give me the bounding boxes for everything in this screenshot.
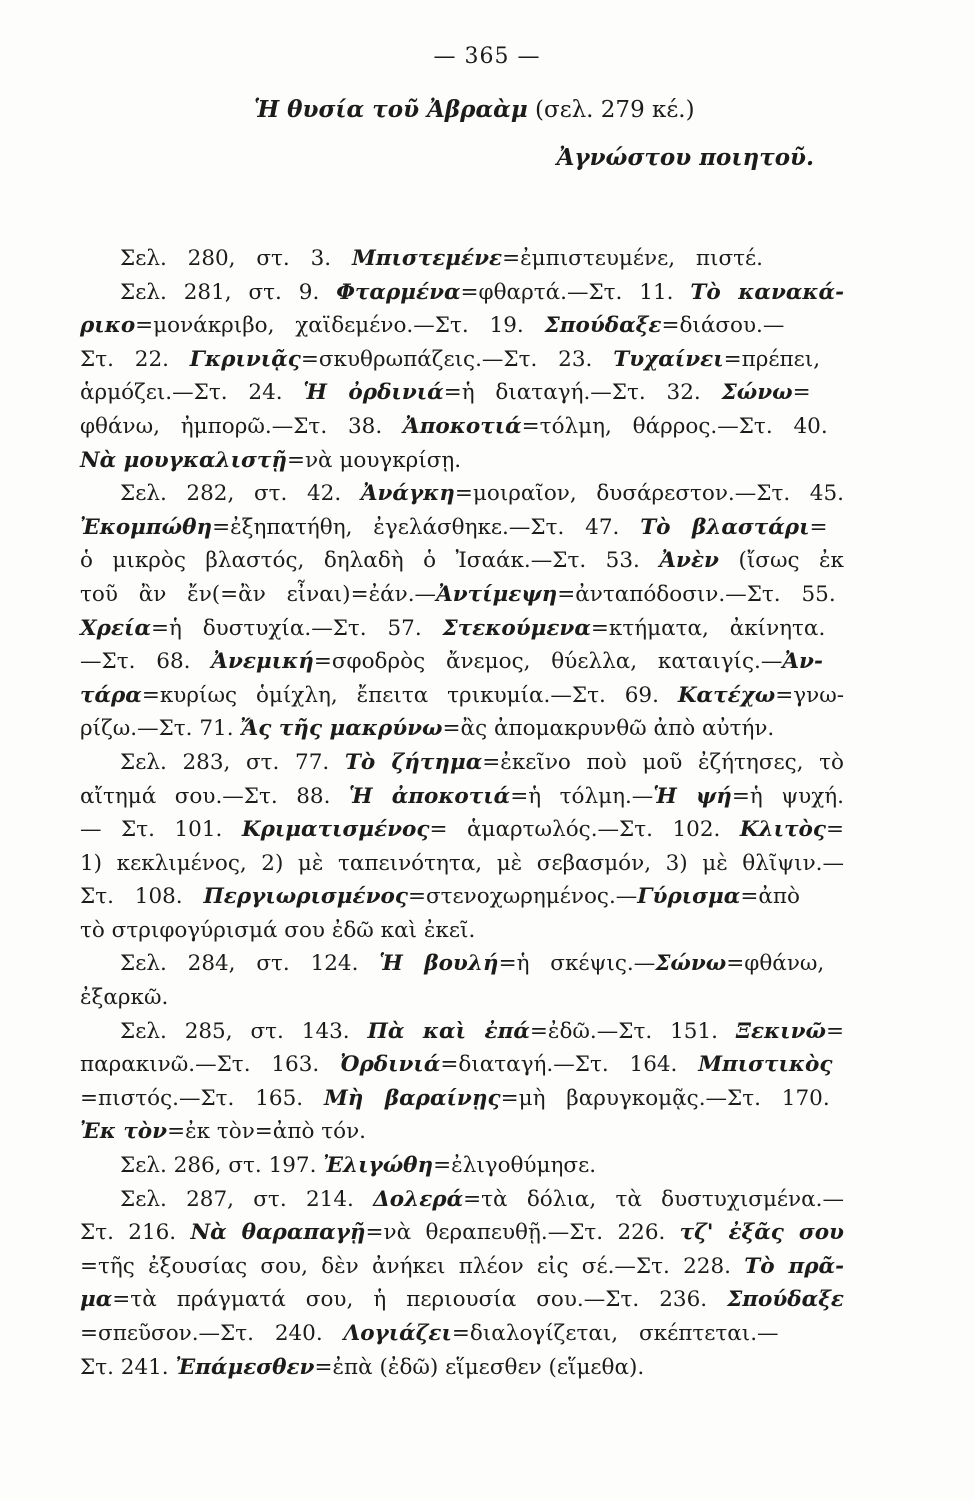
text-line-content xyxy=(80,511,828,545)
text-line xyxy=(80,679,844,713)
glossary-definition: =μονάκριβο, χαϊδεμένο.—Στ. 19. xyxy=(135,313,545,339)
text-line-content xyxy=(120,746,844,780)
glossary-definition: φθάνω, ἠμπορῶ.—Στ. 38. xyxy=(80,413,404,439)
glossary-definition: — Στ. 101. xyxy=(80,817,242,843)
text-line-content xyxy=(80,444,461,478)
text-line xyxy=(80,780,844,814)
glossary-definition: =διαταγή.—Στ. 164. xyxy=(440,1052,699,1078)
text-line-content xyxy=(80,343,820,377)
text-line xyxy=(80,1048,844,1082)
text-line-content xyxy=(80,847,844,881)
text-line-content xyxy=(120,947,824,981)
text-line xyxy=(80,477,844,511)
glossary-term: Τὸ ζήτημα xyxy=(344,749,483,775)
glossary-term: Ἡ ἀποκοτιά xyxy=(348,783,511,809)
text-line xyxy=(80,544,844,578)
glossary-definition: Στ. 108. xyxy=(80,884,204,910)
text-line-content xyxy=(80,1250,844,1284)
glossary-term: Τυχαίνει xyxy=(613,346,724,372)
glossary-term: Γκρινιᾷς xyxy=(189,346,301,372)
text-line xyxy=(80,1283,844,1317)
glossary-definition: =τὰ πράγματά σου, ἡ περιουσία σου.—Στ. 236. xyxy=(112,1287,728,1313)
text-line-content xyxy=(80,376,811,410)
glossary-definition: =ἐξηπατήθη, ἐγελάσθηκε.—Στ. 47. xyxy=(212,514,641,540)
glossary-term: Σπούδαξε xyxy=(544,313,662,339)
poem-author-text: Ἀγνώστου ποιητοῦ. xyxy=(556,144,814,171)
glossary-definition: = xyxy=(792,380,811,406)
glossary-definition: =ἀνταπόδοσιν.—Στ. 55. xyxy=(557,581,836,607)
glossary-term: Κλιτὸς xyxy=(739,817,826,843)
glossary-definition: ρίζω.—Στ. 71. xyxy=(80,716,241,742)
glossary-definition: Σελ. 283, στ. 77. xyxy=(120,749,345,775)
glossary-term: Σώνω xyxy=(721,380,793,406)
text-line xyxy=(80,1115,844,1149)
glossary-definition: =ἡ τόλμη.— xyxy=(510,783,654,809)
text-line xyxy=(80,343,844,377)
glossary-definition: =ἡ διαταγή.—Στ. 32. xyxy=(443,380,722,406)
glossary-term: Ἐκ τὸν xyxy=(80,1119,168,1145)
glossary-term: Νὰ μουγκαλιστῇ xyxy=(80,447,287,473)
glossary-definition: —Στ. 68. xyxy=(80,649,212,675)
glossary-term: Στεκούμενα xyxy=(442,615,591,641)
text-line-content xyxy=(120,477,844,511)
glossary-definition: Σελ. 284, στ. 124. xyxy=(120,951,380,977)
poem-title-reference: (σελ. 279 κέ.) xyxy=(527,97,695,123)
glossary-definition: =νὰ θεραπευθῇ.—Στ. 226. xyxy=(365,1220,680,1246)
glossary-definition: =ἐπὰ (ἐδῶ) εἵμεσθεν (εἵμεθα). xyxy=(314,1354,645,1380)
glossary-definition: =ἐδῶ.—Στ. 151. xyxy=(529,1018,736,1044)
glossary-term: Πὰ καὶ ἐπά xyxy=(367,1018,530,1044)
glossary-definition: ἐξαρκῶ. xyxy=(80,985,169,1011)
text-line xyxy=(80,1183,844,1217)
glossary-term: Ὀρδινιά xyxy=(340,1052,441,1078)
text-line-content xyxy=(80,1317,779,1351)
text-line-content xyxy=(80,679,844,713)
text-line xyxy=(80,1082,844,1116)
glossary-term: μα xyxy=(80,1287,113,1313)
glossary-term: Λογιάζει xyxy=(343,1321,452,1346)
glossary-term: Ἡ ψή xyxy=(653,783,732,809)
text-line xyxy=(80,1216,844,1250)
text-line xyxy=(80,914,844,948)
text-line xyxy=(80,1317,844,1351)
glossary-definition: =τόλμη, θάρρος.—Στ. 40. xyxy=(521,413,828,439)
glossary-definition: ἁρμόζει.—Στ. 24. xyxy=(80,380,304,406)
glossary-term: Ἀνεμική xyxy=(211,649,314,675)
glossary-definition: Σελ. 287, στ. 214. xyxy=(120,1186,374,1212)
text-line-content xyxy=(80,544,844,578)
glossary-term: Γύρισμα xyxy=(637,884,741,910)
glossary-term: Μπιστεμένε xyxy=(351,246,503,271)
text-line-content xyxy=(80,645,823,679)
glossary-definition: =σφοδρὸς ἄνεμος, θύελλα, καταιγίς.— xyxy=(313,649,783,675)
poem-title-main: Ἡ θυσία τοῦ Ἀβραὰμ xyxy=(254,96,528,123)
text-line-content xyxy=(120,242,763,276)
text-line xyxy=(80,1149,844,1183)
glossary-definition: Σελ. 282, στ. 42. xyxy=(120,481,361,507)
glossary-definition: Σελ. 281, στ. 9. xyxy=(120,279,337,305)
glossary-term: Μπιστικὸς xyxy=(698,1052,833,1078)
text-line xyxy=(80,746,844,780)
text-line-content xyxy=(80,981,168,1015)
text-line-content xyxy=(80,410,828,444)
text-line xyxy=(80,645,844,679)
text-line-content xyxy=(80,1216,844,1250)
glossary-definition: =ἐκεῖνο ποὺ μοῦ ἐζήτησες, τὸ xyxy=(482,749,844,775)
glossary-definition: =κτήματα, ἀκίνητα. xyxy=(590,615,826,641)
glossary-definition: =φθάνω, xyxy=(726,951,825,977)
glossary-definition: =ἂς ἀπομακρυνθῶ ἀπὸ αὐτήν. xyxy=(442,716,775,742)
glossary-term: Χρεία xyxy=(80,615,151,641)
glossary-term: Ἐπάμεσθεν xyxy=(175,1354,315,1380)
text-line-content xyxy=(120,1149,596,1183)
glossary-term: Σπούδαξε xyxy=(727,1287,844,1313)
glossary-text xyxy=(80,242,844,1384)
text-line xyxy=(80,1250,844,1284)
glossary-term: Φταρμένα xyxy=(336,279,461,305)
text-line xyxy=(80,947,844,981)
glossary-term: Ἐκομπώθη xyxy=(80,514,213,540)
glossary-definition: Στ. 216. xyxy=(80,1220,191,1246)
text-line xyxy=(80,1015,844,1049)
text-line-content xyxy=(80,309,784,343)
text-line xyxy=(80,410,844,444)
text-line xyxy=(80,712,844,746)
text-line-content xyxy=(80,880,800,914)
text-line-content xyxy=(80,578,836,612)
glossary-term: Νὰ θαραπαγῇ xyxy=(190,1220,366,1246)
glossary-definition: =ἡ σκέψις.— xyxy=(498,951,656,977)
glossary-definition: = xyxy=(825,1018,844,1044)
glossary-term: Ἡ βουλή xyxy=(379,951,499,977)
text-line xyxy=(80,813,844,847)
text-line-content xyxy=(80,1351,644,1385)
glossary-definition: =μοιραῖον, δυσάρεστον.—Στ. 45. xyxy=(454,481,845,507)
glossary-definition: =νὰ μουγκρίσῃ. xyxy=(286,447,462,473)
poem-title xyxy=(254,96,695,123)
glossary-definition: =τῆς ἐξουσίας σου, δὲν ἀνήκει πλέον εἰς σέ.—Στ. 228. xyxy=(80,1253,745,1279)
glossary-definition: =ἐλιγοθύμησε. xyxy=(433,1153,597,1179)
glossary-term: Τὸ πρᾶ- xyxy=(744,1253,845,1279)
glossary-definition: =σπεῦσον.—Στ. 240. xyxy=(80,1321,344,1346)
text-line-content xyxy=(80,780,844,814)
glossary-definition: =γνω- xyxy=(775,682,844,708)
text-line xyxy=(80,612,844,646)
glossary-definition: (ἴσως ἐκ xyxy=(718,548,844,574)
glossary-term: Ἄς τῆς μακρύνω xyxy=(240,716,443,742)
glossary-definition: =πρέπει, xyxy=(723,346,821,372)
glossary-term: Περγιωρισμένος xyxy=(203,884,408,910)
glossary-term: Ἀποκοτιά xyxy=(403,413,522,439)
glossary-definition: = xyxy=(825,817,844,843)
glossary-definition: =μὴ βαρυγκομᾷς.—Στ. 170. xyxy=(500,1085,830,1111)
glossary-definition: =στενοχωρημένος.— xyxy=(407,884,638,910)
glossary-term: τζ' ἐξᾶς σου xyxy=(679,1220,844,1246)
text-line xyxy=(80,242,844,276)
text-line xyxy=(80,847,844,881)
glossary-term: Ἀντίμεψη xyxy=(436,581,558,607)
glossary-term: Δολερά xyxy=(373,1186,464,1212)
glossary-definition: = ἁμαρτωλός.—Στ. 102. xyxy=(429,817,740,843)
glossary-definition: =ἡ δυστυχία.—Στ. 57. xyxy=(151,615,443,641)
glossary-definition: Στ. 22. xyxy=(80,346,190,372)
glossary-definition: =διάσου.— xyxy=(661,313,785,339)
text-line xyxy=(80,1351,844,1385)
glossary-definition: =κυρίως ὁμίχλη, ἔπειτα τρικυμία.—Στ. 69. xyxy=(141,682,678,708)
glossary-definition: = xyxy=(809,514,828,540)
glossary-definition: =ἀπὸ xyxy=(740,884,800,910)
text-line xyxy=(80,511,844,545)
glossary-term: Τὸ κανακά- xyxy=(690,279,844,305)
glossary-definition: =διαλογίζεται, σκέπτεται.— xyxy=(451,1321,779,1346)
glossary-term: Τὸ βλαστάρι xyxy=(640,514,810,540)
glossary-definition: =φθαρτά.—Στ. 11. xyxy=(460,279,691,305)
glossary-term: Μὴ βαραίνῃς xyxy=(323,1085,501,1111)
text-line-content xyxy=(120,276,844,310)
text-line-content xyxy=(80,1048,832,1082)
glossary-definition: Σελ. 285, στ. 143. xyxy=(120,1018,368,1044)
glossary-definition: τοῦ ἂν ἔν(=ἂν εἶναι)=ἐάν.— xyxy=(80,581,437,607)
text-line xyxy=(80,309,844,343)
glossary-definition: =ἐμπιστευμένε, πιστέ. xyxy=(502,246,764,271)
text-line-content xyxy=(80,914,475,948)
glossary-term: Ἀνὲν xyxy=(659,548,719,574)
glossary-definition: =τὰ δόλια, τὰ δυστυχισμένα.— xyxy=(463,1186,844,1212)
glossary-term: Ἡ ὀρδινιά xyxy=(303,380,444,406)
poem-author xyxy=(557,144,814,171)
text-line xyxy=(80,981,844,1015)
text-line-content xyxy=(80,712,774,746)
glossary-term: ρικο xyxy=(80,313,136,339)
glossary-definition: αἴτημά σου.—Στ. 88. xyxy=(80,783,349,809)
glossary-definition: ὁ μικρὸς βλαστός, δηλαδὴ ὁ Ἰσαάκ.—Στ. 53. xyxy=(80,548,660,574)
text-line xyxy=(80,444,844,478)
glossary-term: Κατέχω xyxy=(677,682,776,708)
glossary-term: Ἀν- xyxy=(782,649,823,675)
text-line-content xyxy=(80,1115,366,1149)
glossary-definition: Σελ. 286, στ. 197. xyxy=(120,1153,324,1179)
glossary-term: Σώνω xyxy=(655,951,727,977)
text-line xyxy=(80,276,844,310)
text-line xyxy=(80,376,844,410)
text-line-content xyxy=(80,1082,830,1116)
text-line-content xyxy=(120,1183,844,1217)
text-line-content xyxy=(80,813,844,847)
text-line-content xyxy=(120,1015,844,1049)
glossary-definition: =ἡ ψυχή. xyxy=(731,783,844,809)
glossary-term: Ἐλιγώθη xyxy=(323,1153,434,1179)
text-line xyxy=(80,880,844,914)
glossary-term: τάρα xyxy=(80,682,142,708)
glossary-definition: =πιστός.—Στ. 165. xyxy=(80,1085,324,1111)
glossary-term: Ξεκινῶ xyxy=(735,1018,826,1044)
glossary-definition: Στ. 241. xyxy=(80,1354,176,1380)
text-line-content xyxy=(80,1283,844,1317)
glossary-term: Ἀνάγκη xyxy=(360,481,455,507)
glossary-definition: παρακινῶ.—Στ. 163. xyxy=(80,1052,341,1078)
glossary-term: Κριματισμένος xyxy=(241,817,430,843)
glossary-definition: =ἐκ τὸν=ἀπὸ τόν. xyxy=(167,1119,366,1145)
text-line xyxy=(80,578,844,612)
page-number: — 365 — xyxy=(433,44,541,69)
glossary-definition: τὸ στριφογύρισμά σου ἐδῶ καὶ ἐκεῖ. xyxy=(80,917,476,943)
glossary-definition: =σκυθρωπάζεις.—Στ. 23. xyxy=(300,346,614,372)
glossary-definition: 1) κεκλιμένος, 2) μὲ ταπεινότητα, μὲ σεβασμόν, 3) μὲ θλῖψιν.— xyxy=(80,850,844,876)
glossary-definition: Σελ. 280, στ. 3. xyxy=(120,246,352,271)
text-line-content xyxy=(80,612,825,646)
